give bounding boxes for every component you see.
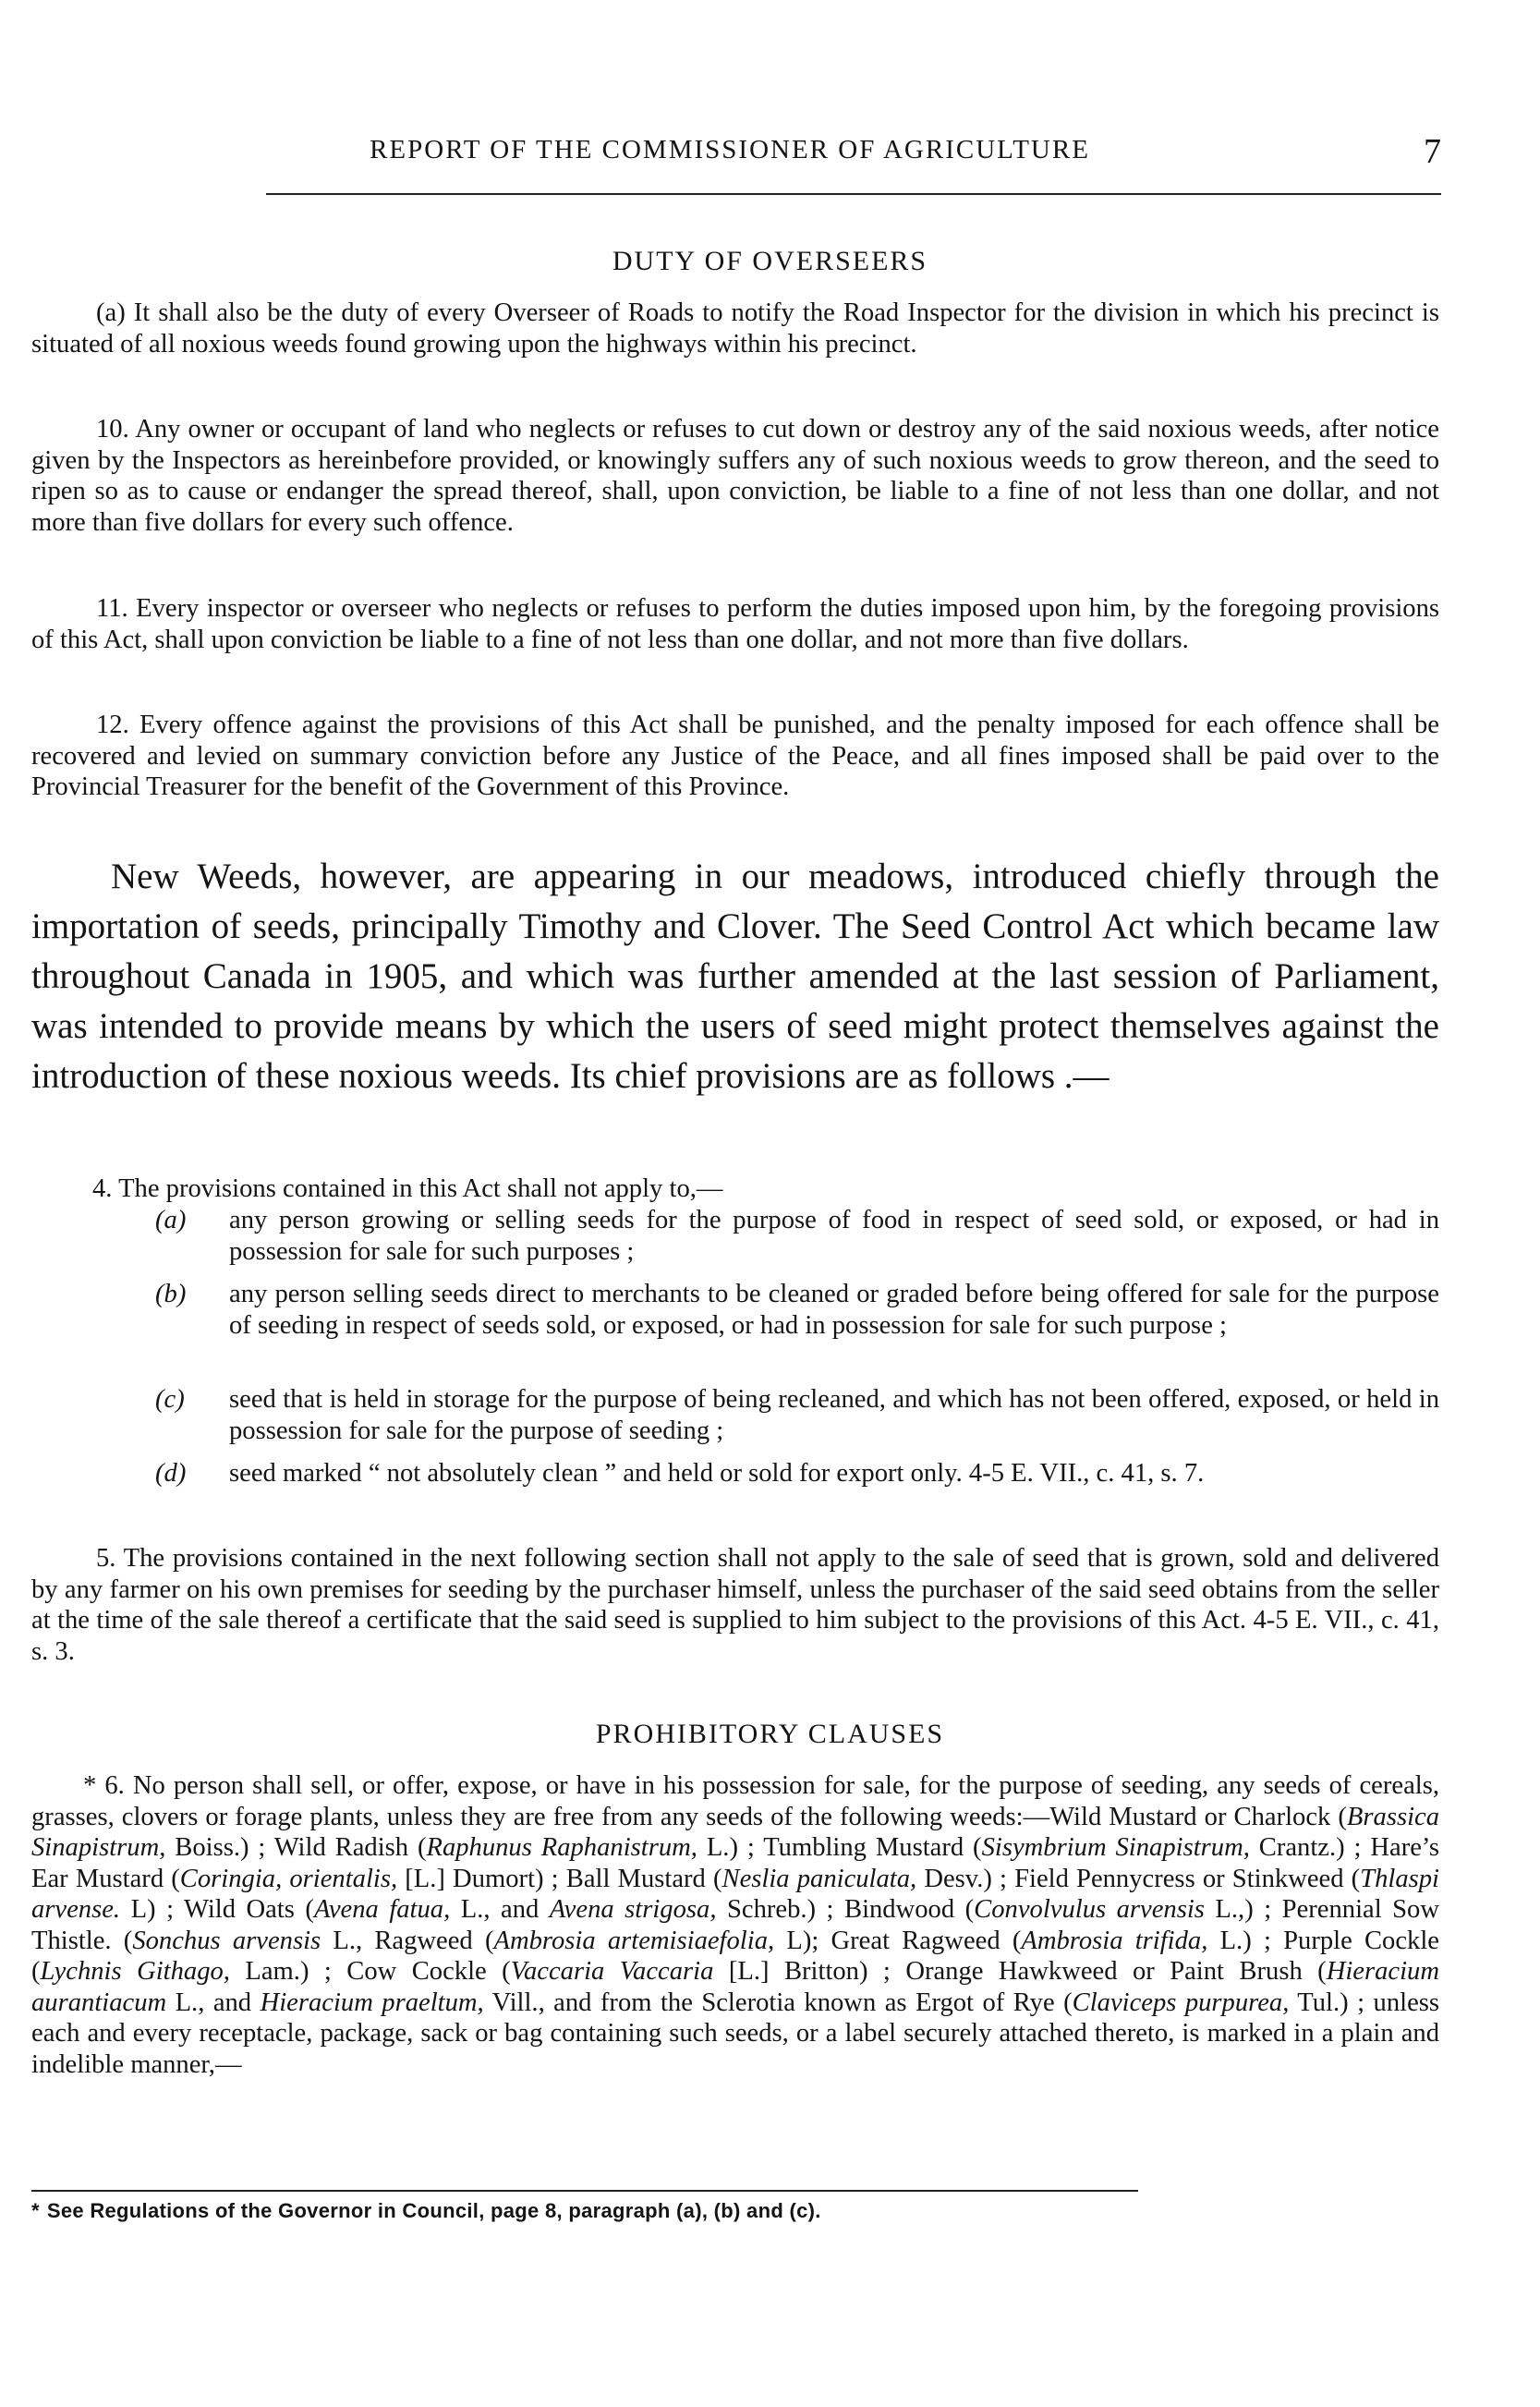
text-run: Crantz.) ; Hare’s Ear Mustard ( [31, 1833, 1440, 1893]
page-number: 7 [1424, 132, 1441, 171]
item-label: (b) [155, 1280, 187, 1308]
text-run: Tul.) ; unless each and every receptacle, package, sack or bag containing such seeds, or a label securely attached thereto, is marked in a plain and indelible manner,— [31, 1988, 1440, 2079]
item-label: (a) [155, 1206, 187, 1234]
item-text [229, 1205, 1439, 1267]
species-name: Convolvulus arvensis [974, 1895, 1205, 1924]
section-4-item-a [155, 1205, 1439, 1267]
text-run: L) ; Wild Oats ( [120, 1895, 314, 1924]
footnote [31, 2199, 1417, 2223]
paragraph-5 [31, 1543, 1439, 1667]
text-run: * 6. No person shall sell, or offer, expose, or have in his possession for sale, for the purpose of seeding, any seeds of cereals, grasses, clovers or forage plants, unless they are free from any seeds of the following weeds:—Wild Mustard or Charlock ( [31, 1771, 1439, 1831]
text-run: Boiss.) ; Wild Radish ( [165, 1833, 427, 1862]
text-run: L); Great Ragweed ( [774, 1926, 1022, 1955]
paragraph-12 [31, 710, 1439, 803]
item-label: (d) [155, 1459, 187, 1488]
species-name: Thlaspi arvense. [31, 1864, 1439, 1924]
item-text-content: seed marked “ not absolutely clean ” and held or sold for export only. 4-5 E. VII., c. 41, s. 7. [229, 1459, 1205, 1488]
text-run: Desv.) ; Field Pennycress or Stinkweed ( [916, 1864, 1361, 1893]
item-text [229, 1384, 1439, 1446]
species-name: Vaccaria Vaccaria [510, 1957, 714, 1986]
item-text-content: any person selling seeds direct to merchants to be cleaned or graded before being offered for sale for the purpose of seeding in respect of seeds sold, or exposed, or had in possession for sale for such purpose ; [229, 1280, 1439, 1340]
species-name: Hieracium aurantiacum [31, 1957, 1439, 2017]
species-name: Hieracium praeltum, [260, 1988, 484, 2017]
paragraph-a [31, 298, 1439, 359]
paragraph-11 [31, 593, 1439, 655]
text-run: Vill., and from the Sclerotia known as Ergot of Rye ( [483, 1988, 1073, 2017]
species-name: Lychnis Githago, [40, 1957, 230, 1986]
paragraph-10-text: 10. Any owner or occupant of land who neglects or refuses to cut down or destroy any of the said noxious weeds, after notice given by the Inspectors as hereinbefore provided, or knowingly suffers any of such noxious weeds to grow thereon, and the seed to ripen so as to cause or endanger the spread thereof, shall, upon conviction, be liable to a fine of not less than one dollar, and not more than five dollars for every such offence. [31, 415, 1439, 537]
paragraph-11-text: 11. Every inspector or overseer who neglects or refuses to perform the duties imposed upon him, by the foregoing provisions of this Act, shall upon conviction be liable to a fine of not less than one dollar, and not more than five dollars. [31, 594, 1439, 654]
text-run: L.,) ; Perennial Sow Thistle. ( [31, 1895, 1439, 1955]
species-name: Sisymbrium Sinapistrum, [981, 1833, 1250, 1862]
text-run: [L.] Dumort) ; Ball Mustard ( [397, 1864, 722, 1893]
footnote-marker: * [31, 2199, 40, 2222]
species-name: Raphunus Raphanistrum, [426, 1833, 697, 1862]
text-run: Schreb.) ; Bindwood ( [716, 1895, 975, 1924]
header-rule [266, 193, 1441, 195]
section-4-item-c [155, 1384, 1439, 1446]
intro-paragraph: New Weeds, however, are appearing in our meadows, introduced chiefly through the importation of seeds, principally Timothy and Clover. The Seed Control Act which became law throughout Canada in 1905, and which was further amended at the last session of Parliament, was intended to provide means by which the users of seed might protect themselves against the introduction of these noxious weeds. Its chief provisions are as follows .— [31, 857, 1439, 1096]
section-4-item-d [155, 1458, 1439, 1489]
paragraph-12-text: 12. Every offence against the provisions of this Act shall be punished, and the penalty imposed for each offence shall be recovered and levied on summary conviction before any Justice of the Peace, and all fines imposed shall be paid over to the Provincial Treasurer for the benefit of the Government of this Province. [31, 711, 1439, 801]
item-text [229, 1279, 1439, 1341]
species-name: Ambrosia trifida, [1021, 1926, 1208, 1955]
footnote-text: See Regulations of the Governor in Council, page 8, paragraph (a), (b) and (c). [46, 2199, 821, 2222]
species-name: Neslia paniculata, [721, 1864, 917, 1893]
paragraph-a-text: (a) It shall also be the duty of every Overseer of Roads to notify the Road Inspector for the division in which his precinct is situated of all noxious weeds found growing upon the highways within his precinct. [31, 298, 1439, 359]
footnote-rule [31, 2190, 1138, 2192]
species-name: Brassica Sinapistrum, [31, 1802, 1439, 1862]
section-heading-overseers: DUTY OF OVERSEERS [612, 246, 928, 276]
item-text-content: seed that is held in storage for the purpose of being recleaned, and which has not been offered, exposed, or held in possession for sale for the purpose of seeding ; [229, 1385, 1439, 1445]
item-label: (c) [155, 1385, 185, 1414]
species-name: Avena strigosa, [549, 1895, 717, 1924]
species-name: Coringia, orientalis, [179, 1864, 398, 1893]
paragraph-6 [31, 1770, 1439, 2080]
item-text [229, 1458, 1439, 1489]
text-run: L., and [450, 1895, 550, 1924]
species-name: Sonchus arvensis [132, 1926, 321, 1955]
item-text-content: any person growing or selling seeds for the purpose of food in respect of seed sold, or exposed, or had in possession for sale for such purposes ; [229, 1206, 1439, 1266]
section-4-item-b [155, 1279, 1439, 1341]
paragraph-10 [31, 414, 1439, 538]
species-name: Claviceps purpurea, [1072, 1988, 1290, 2017]
text-run: Lam.) ; Cow Cockle ( [229, 1957, 511, 1986]
text-run: L.) ; Tumbling Mustard ( [697, 1833, 982, 1862]
section-4-head: 4. The provisions contained in this Act shall not apply to,— [92, 1174, 723, 1203]
running-header [268, 132, 1441, 172]
header-title: REPORT OF THE COMMISSIONER OF AGRICULTURE [370, 135, 1090, 164]
text-run: L., and [166, 1988, 261, 2017]
text-run: L.) ; Purple Cockle ( [31, 1926, 1439, 1986]
species-name: Ambrosia artemisiaefolia, [493, 1926, 775, 1955]
text-run: L., Ragweed ( [321, 1926, 494, 1955]
paragraph-6-text [31, 1770, 1439, 2080]
section-heading-prohibitory: PROHIBITORY CLAUSES [595, 1719, 945, 1749]
paragraph-5-text: 5. The provisions contained in the next following section shall not apply to the sale of seed that is grown, sold and delivered by any farmer on his own premises for seeding by the purchaser himself, unless the purchaser of the said seed obtains from the seller at the time of the sale thereof a certificate that the said seed is supplied to him subject to the provisions of this Act. 4-5 E. VII., c. 41, s. 3. [31, 1544, 1439, 1666]
text-run: [L.] Britton) ; Orange Hawkweed or Paint Brush ( [713, 1957, 1327, 1986]
species-name: Avena fatua, [313, 1895, 451, 1924]
